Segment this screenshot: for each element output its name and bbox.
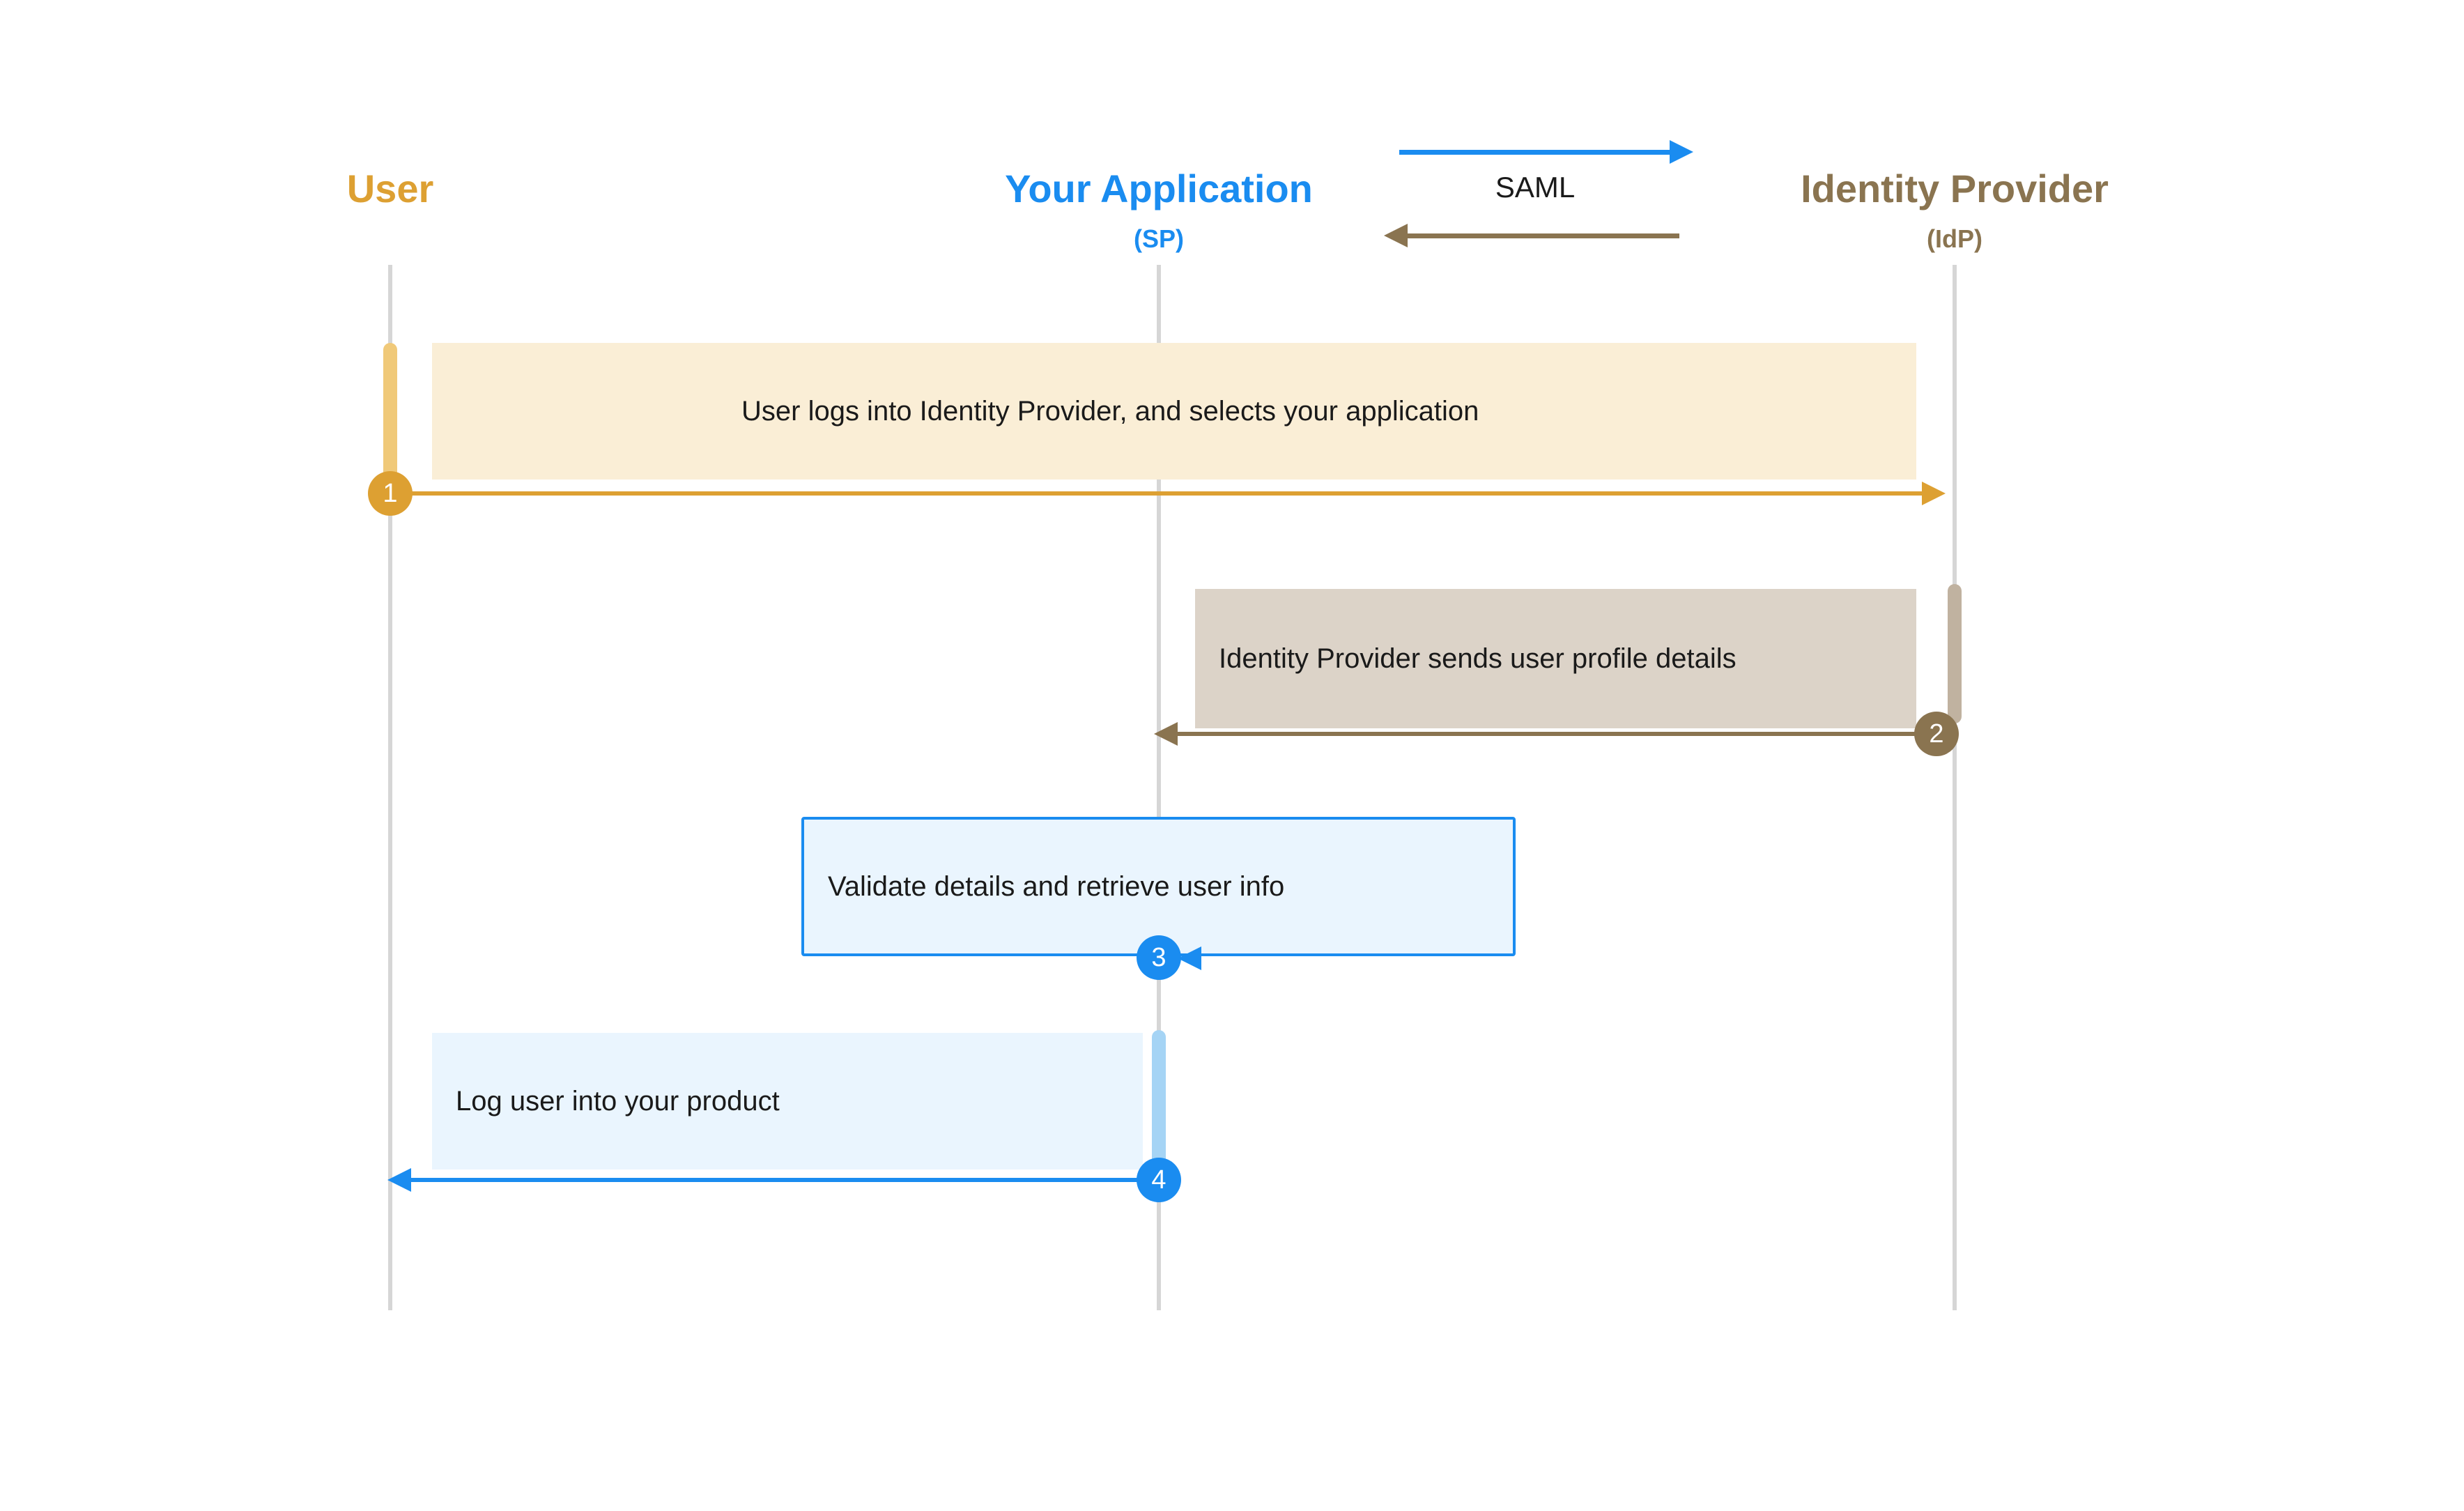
message-label-step-4: Log user into your product [456,1086,780,1117]
lifeline-identity-provider [1953,265,1957,1310]
saml-legend-top-arrow-line [1399,150,1671,155]
actor-title-user: User [346,167,434,210]
message-band-step-1 [432,343,1916,480]
saml-legend-bottom-arrow-head [1384,224,1408,247]
activation-app-step-4 [1152,1030,1166,1169]
arrow-head-step-3 [1178,946,1201,970]
step-badge-1: 1 [368,471,413,516]
arrow-line-step-1 [390,491,1923,496]
arrow-line-step-4 [411,1178,1164,1182]
actor-title-identity-provider: Identity Provider [1801,167,2109,210]
arrow-head-step-2 [1154,722,1178,746]
activation-idp-step-2 [1948,584,1962,723]
message-band-step-4 [432,1033,1143,1169]
step-badge-3: 3 [1137,935,1181,980]
saml-legend-bottom-arrow-line [1408,233,1679,238]
message-band-step-2 [1195,589,1916,728]
activation-user-step-1 [383,343,397,482]
step-badge-4: 4 [1137,1158,1181,1202]
arrow-head-step-4 [387,1168,411,1192]
message-label-step-3: Validate details and retrieve user info [828,871,1285,902]
message-label-step-1: User logs into Identity Provider, and selects your application [741,396,1479,427]
message-label-step-2: Identity Provider sends user profile details [1219,643,1737,674]
arrow-head-step-1 [1922,482,1946,505]
actor-subtitle-identity-provider: (IdP) [1927,224,1982,253]
step-badge-2: 2 [1914,712,1959,756]
actor-subtitle-application: (SP) [1134,224,1184,253]
arrow-line-step-2 [1178,732,1958,736]
saml-legend-label: SAML [1495,171,1576,204]
saml-legend-top-arrow-head [1670,140,1693,164]
actor-title-application: Your Application [1005,167,1313,210]
